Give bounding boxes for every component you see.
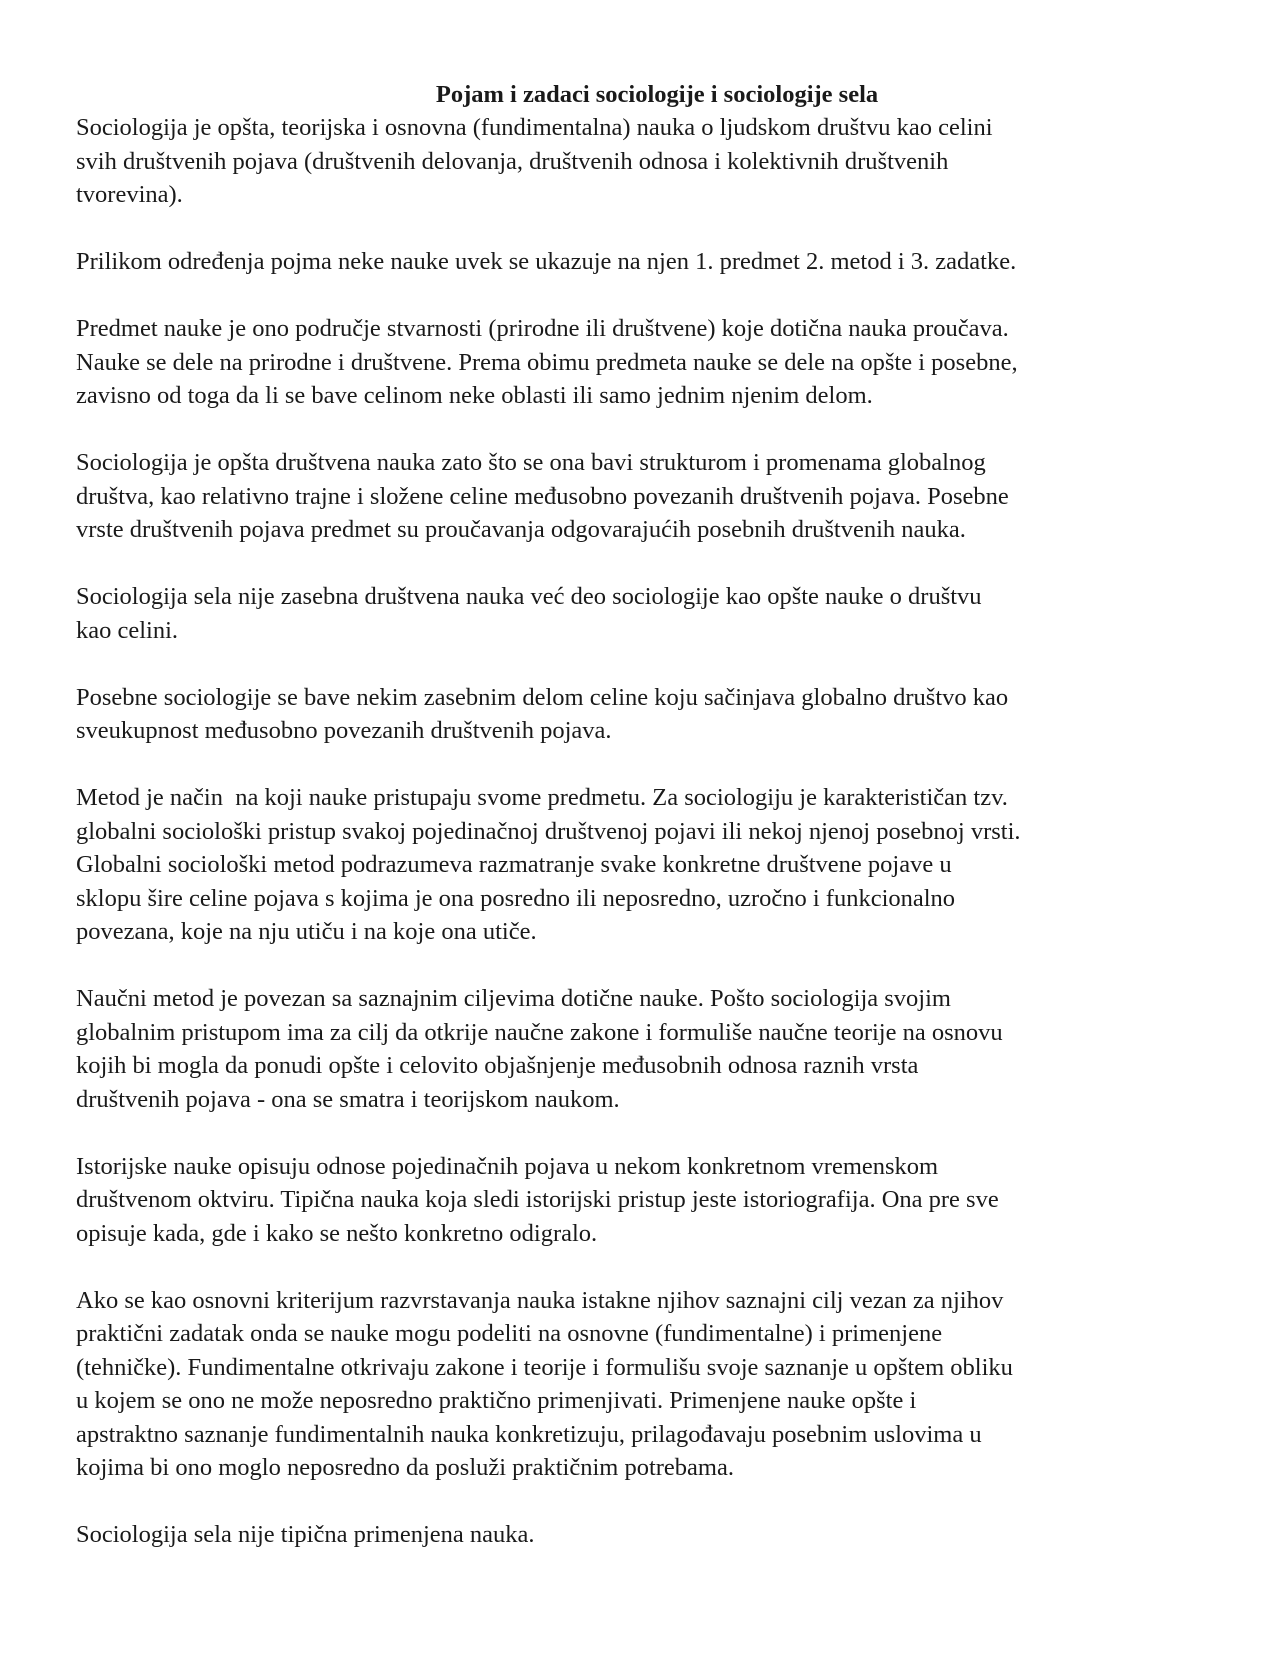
paragraph-subject-of-science: Predmet nauke je ono područje stvarnosti (prirodne ili društvene) koje dotična nauka proučava. Nauke se dele na prirodne i društvene. Prema obimu predmeta nauke se dele na opšte i posebne, zavisno od toga da li se bave celinom neke oblasti ili samo jednim njenim delom. bbox=[76, 315, 1018, 409]
document-page bbox=[76, 78, 1216, 1552]
paragraph-rural-sociology: Sociologija sela nije zasebna društvena nauka već deo sociologije kao opšte nauke o društvu kao celini. bbox=[76, 583, 982, 644]
paragraph-historical-sciences: Istorijske nauke opisuju odnose pojedinačnih pojava u nekom konkretnom vremenskom društvenom oktviru. Tipična nauka koja sledi istorijski pristup jeste istoriografija. Ona pre sve opisuje kada, gde i kako se nešto konkretno odigralo. bbox=[76, 1152, 999, 1247]
paragraph-general-social-science: Sociologija je opšta društvena nauka zato što se ona bavi strukturom i promenama globalnog društva, kao relativno trajne i složene celine međusobno povezanih društvenih pojava. Posebne vrste društvenih pojava predmet su proučavanja odgovarajućih posebnih društvenih nauka. bbox=[76, 449, 1009, 543]
paragraph-conclusion: Sociologija sela nije tipična primenjena nauka. bbox=[76, 1521, 535, 1548]
paragraph-special-sociologies: Posebne sociologije se bave nekim zasebnim delom celine koju sačinjava globalno društvo kao sveukupnost međusobno povezanih društvenih pojava. bbox=[76, 683, 1009, 744]
paragraph-scientific-method: Naučni metod je povezan sa saznajnim ciljevima dotične nauke. Pošto sociologija svojim globalnim pristupom ima za cilj da otkrije naučne zakone i formuliše naučne teorije na osnovu kojih bi mogla da ponudi opšte i celovito objašnjenje međusobnih odnosa raznih vrsta društvenih pojava - ona se smatra i teorijskom naukom. bbox=[76, 985, 1003, 1113]
paragraph-definition: Sociologija je opšta, teorijska i osnovna (fundimentalna) nauka o ljudskom društvu kao celini svih društvenih pojava (društvenih delovanja, društvenih odnosa i kolektivnih društvenih tvorevina). bbox=[76, 114, 993, 208]
document-title: Pojam i zadaci sociologije i sociologije sela bbox=[435, 81, 879, 108]
paragraph-fundamental-applied: Ako se kao osnovni kriterijum razvrstavanja nauka istakne njihov saznajni cilj vezan za njihov praktični zadatak onda se nauke mogu podeliti na osnovne (fundimentalne) i primenjene (tehničke). Fundimentalne otkrivaju zakone i teorije i formulišu svoje saznanje u opštem obliku u kojem se ono ne može neposredno praktično primenjivati. Primenjene nauke opšte i apstraktno saznanje fundimentalnih nauka konkretizuju, prilagođavaju posebnim uslovima u kojima bi ono moglo neposredno da posluži praktičnim potrebama. bbox=[76, 1286, 1013, 1481]
paragraph-method: Metod je način na koji nauke pristupaju svome predmetu. Za sociologiju je karakterističan tzv. globalni sociološki pristup svakoj pojedinačnoj društvenoj pojavi ili nekoj njenoj posebnoj vrsti. Globalni sociološki metod podrazumeva razmatranje svake konkretne društvene pojave u sklopu šire celine pojava s kojima je ona posredno ili neposredno, uzročno i funkcionalno povezana, koje na nju utiču i na koje ona utiče. bbox=[76, 784, 1021, 945]
paragraph-subject-method-tasks: Prilikom određenja pojma neke nauke uvek se ukazuje na njen 1. predmet 2. metod i 3. zadatke. bbox=[76, 248, 1017, 275]
